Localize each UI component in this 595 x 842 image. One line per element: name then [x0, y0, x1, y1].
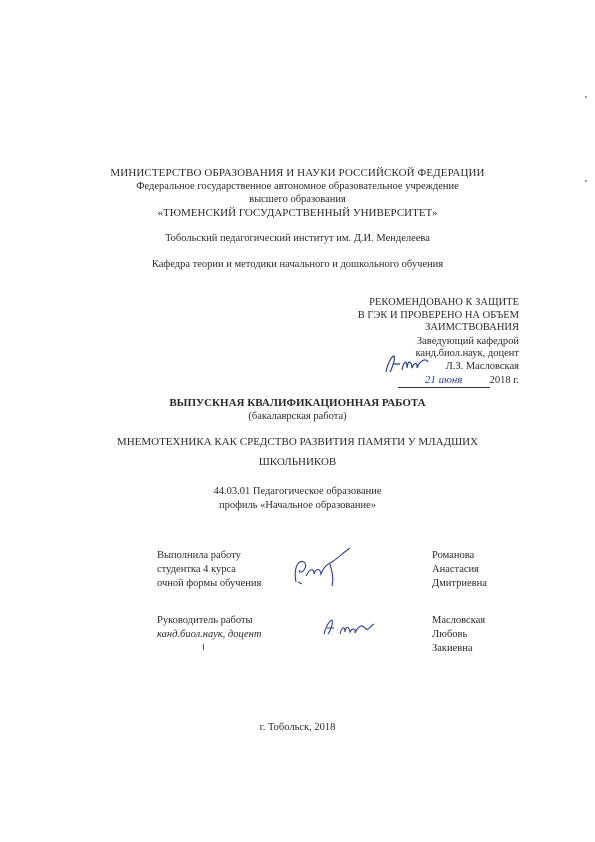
- institute-name: Тобольский педагогический институт им. Д.И. Менделеева: [165, 233, 430, 244]
- approval-date-handwritten: 21 июня: [398, 374, 490, 388]
- student-role-line1: Выполнила работу: [157, 550, 241, 561]
- student-role-line3: очной формы обучения: [157, 578, 262, 589]
- approval-line3: ЗАИМСТВОВАНИЯ: [425, 322, 519, 333]
- student-patronymic: Дмитриевна: [432, 578, 487, 589]
- approval-line2: В ГЭК И ПРОВЕРЕНО НА ОБЪЕМ: [357, 309, 519, 321]
- institution-type-line2: высшего образования: [249, 194, 346, 205]
- approval-name: Л.З. Масловская: [445, 360, 519, 372]
- department-name: Кафедра теории и методики начального и дошкольного обучения: [151, 259, 444, 270]
- head-signature: [380, 352, 432, 376]
- supervisor-name: [432, 614, 485, 656]
- student-first-name: Анастасия: [432, 564, 480, 575]
- institution-type-line1: Федеральное государственное автономное образовательное учреждение: [136, 181, 459, 192]
- scan-speck: [585, 180, 587, 182]
- specialty-profile: профиль «Начальное образование»: [218, 500, 377, 511]
- supervisor-surname: Масловская: [432, 615, 486, 626]
- student-surname: Романова: [432, 550, 475, 561]
- city-year: г. Тобольск, 2018: [259, 722, 336, 733]
- approval-date-row: [358, 374, 519, 388]
- supervisor-patronymic: Закиевна: [432, 643, 473, 654]
- work-type: ВЫПУСКНАЯ КВАЛИФИКАЦИОННАЯ РАБОТА: [169, 397, 426, 409]
- specialty-code: 44.03.01 Педагогическое образование: [213, 486, 382, 497]
- supervisor-first-name: Любовь: [432, 629, 468, 640]
- student-name: [432, 549, 487, 591]
- supervisor-signature: [318, 616, 378, 640]
- approval-year: 2018 г.: [489, 375, 519, 386]
- university-name: «ТЮМЕНСКИЙ ГОСУДАРСТВЕННЫЙ УНИВЕРСИТЕТ»: [157, 207, 438, 219]
- scan-speck: [585, 96, 587, 98]
- student-role-line2: студентка 4 курса: [157, 564, 236, 575]
- ministry-name: МИНИСТЕРСТВО ОБРАЗОВАНИЯ И НАУКИ РОССИЙСКОЙ ФЕДЕРАЦИИ: [110, 167, 485, 179]
- supervisor-role-line1: Руководитель работы: [157, 615, 253, 626]
- approval-line1: РЕКОМЕНДОВАНО К ЗАЩИТЕ: [369, 297, 519, 308]
- approval-degree: канд.биол.наук, доцент: [415, 348, 519, 359]
- work-topic-line2: ШКОЛЬНИКОВ: [258, 456, 337, 468]
- student-role: [157, 549, 261, 591]
- student-signature: [288, 542, 354, 592]
- supervisor-role-line2: канд.биол.наук, доцент: [157, 629, 262, 640]
- tick-mark: [203, 644, 204, 650]
- work-topic-line1: МНЕМОТЕХНИКА КАК СРЕДСТВО РАЗВИТИЯ ПАМЯТИ У МЛАДШИХ: [116, 436, 479, 448]
- work-subtype: (бакалаврская работа): [248, 411, 347, 422]
- approval-position: Заведующий кафедрой: [416, 335, 519, 347]
- supervisor-role: [157, 614, 261, 642]
